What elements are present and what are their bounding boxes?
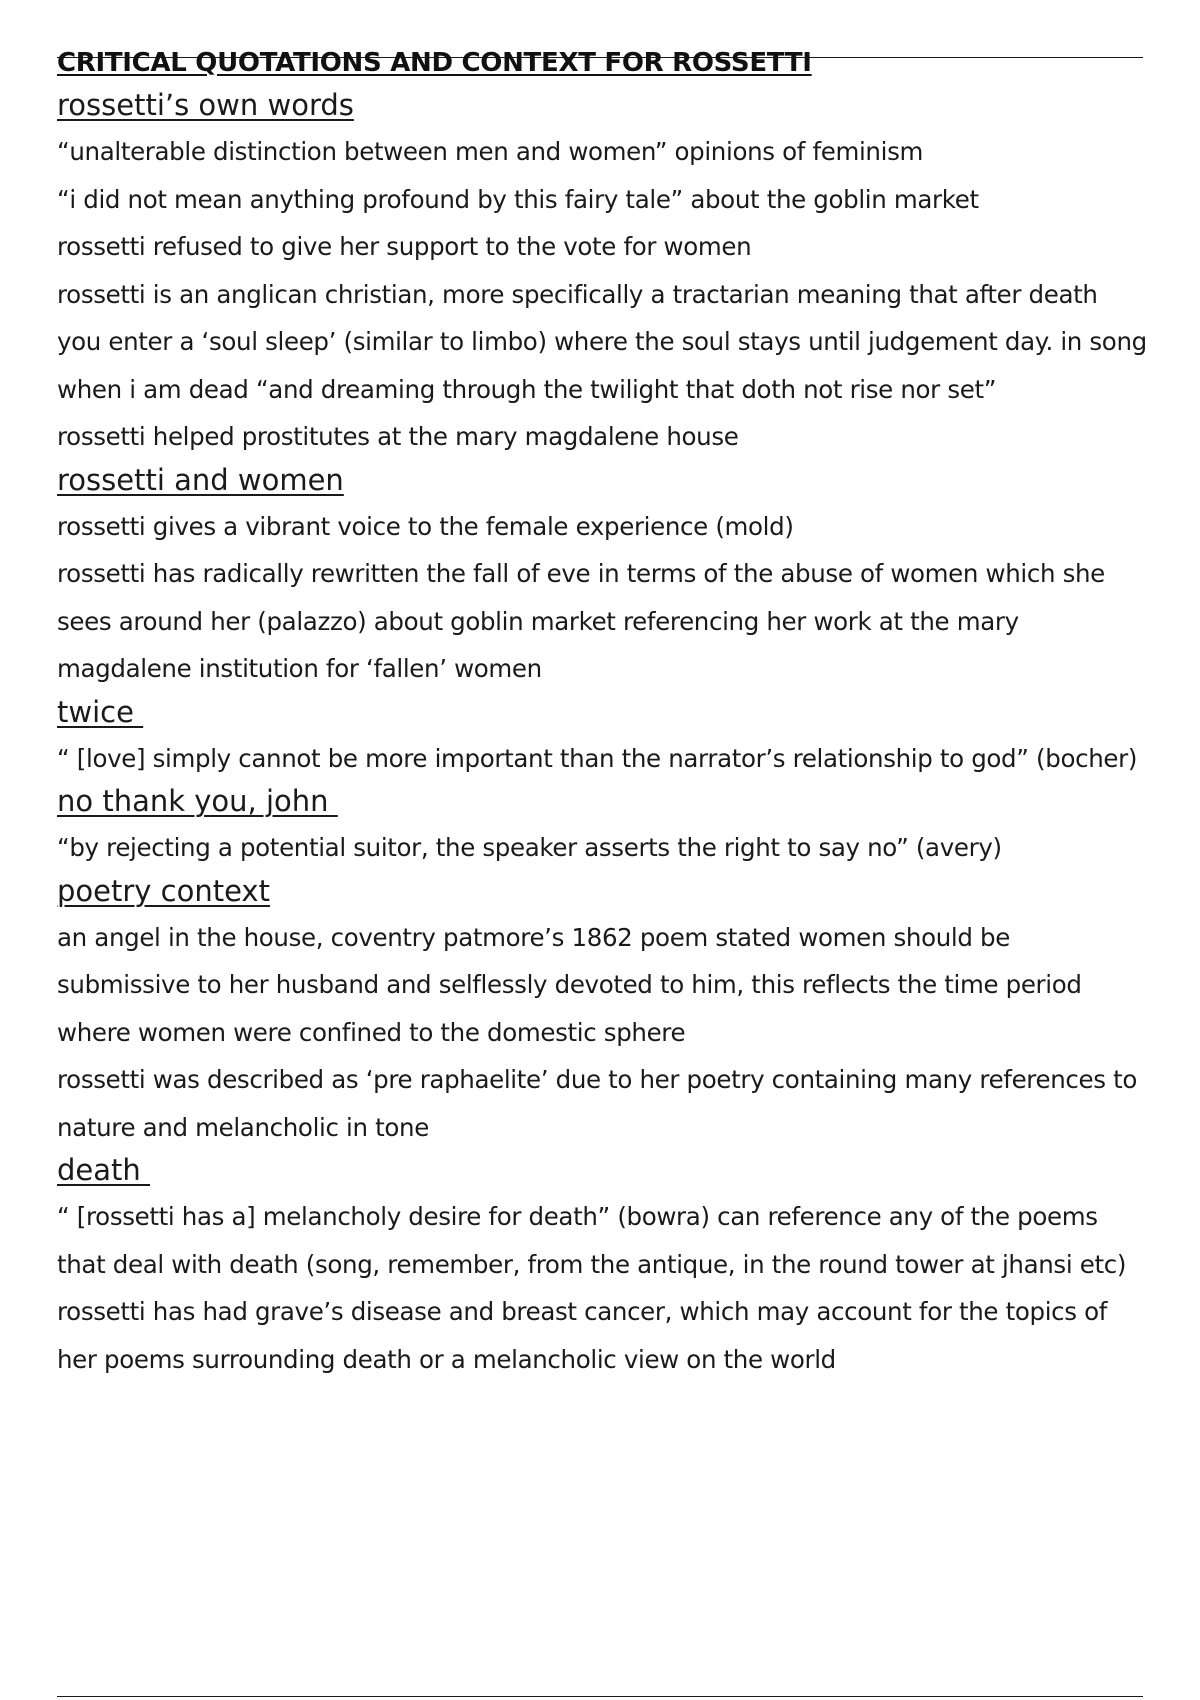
section-heading-death: death	[57, 1153, 150, 1187]
paragraph: an angel in the house, coventry patmore’s 1862 poem stated women should be submissive to her husband and selflessly devoted to him, this reflects the time period where women were confined to the domestic sphere	[57, 922, 1082, 1047]
paragraph: rossetti has had grave’s disease and breast cancer, which may account for the topics of her poems surrounding death or a melancholic view on the world	[57, 1297, 1108, 1374]
paragraph: “i did not mean anything profound by this fairy tale” about the goblin market	[57, 184, 979, 214]
paragraph: rossetti has radically rewritten the fall of eve in terms of the abuse of women which she sees around her (palazzo) about goblin market referencing her work at the mary magdalene institution for ‘fallen’ women	[57, 559, 1105, 683]
paragraph: “ [love] simply cannot be more important than the narrator’s relationship to god” (bocher)	[57, 743, 1138, 773]
document-body	[57, 46, 1147, 1383]
paragraph: “ [rossetti has a] melancholy desire for death” (bowra) can reference any of the poems that deal with death (song, remember, from the antique, in the round tower at jhansi etc)	[57, 1202, 1127, 1279]
section-heading-women: rossetti and women	[57, 462, 344, 497]
section-heading-twice: twice	[57, 694, 144, 729]
paragraph: rossetti was described as ‘pre raphaelite’ due to her poetry containing many references to nature and melancholic in tone	[57, 1065, 1137, 1142]
paragraph: rossetti helped prostitutes at the mary magdalene house	[57, 422, 739, 451]
paragraph: “by rejecting a potential suitor, the speaker asserts the right to say no” (avery)	[57, 833, 1002, 862]
section-heading-no-thank-you-john: no thank you, john	[57, 784, 338, 818]
paragraph: “unalterable distinction between men and women” opinions of feminism	[57, 137, 924, 166]
section-heading-poetry-context: poetry context	[57, 873, 270, 908]
document-title: CRITICAL QUOTATIONS AND CONTEXT FOR ROSSETTI	[57, 48, 812, 78]
paragraph: rossetti gives a vibrant voice to the female experience (mold)	[57, 511, 794, 541]
bottom-divider	[57, 1696, 1143, 1697]
paragraph: rossetti is an anglican christian, more specifically a tractarian meaning that after death you enter a ‘soul sleep’ (similar to limbo) where the soul stays until judgement day. in song when i am dead “and dreaming through the twilight that doth not rise nor set”	[57, 279, 1147, 404]
section-heading-own-words: rossetti’s own words	[57, 88, 354, 122]
paragraph: rossetti refused to give her support to the vote for women	[57, 232, 752, 261]
